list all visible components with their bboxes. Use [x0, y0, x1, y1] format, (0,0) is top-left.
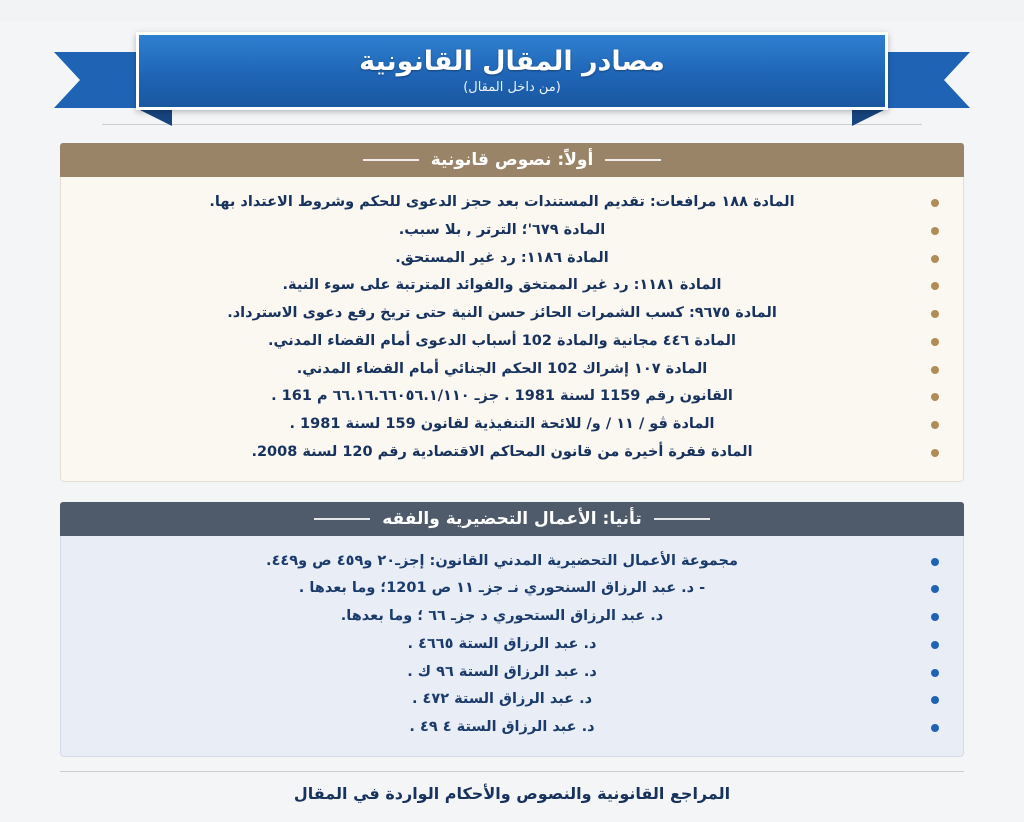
section-one-title: أولاً: نصوص قانونية: [430, 150, 594, 170]
header-dash-left: [314, 518, 370, 520]
bullet-icon: [931, 366, 939, 374]
bullet-icon: [931, 227, 939, 235]
section-preparatory-works: [60, 502, 964, 757]
list-item: [79, 383, 945, 411]
list-item: [79, 189, 945, 217]
bullet-icon: [931, 724, 939, 732]
list-item-text: المادة فقرة أخيرة من قانون المحاكم الاقتصادية رقم 120 لسنة 2008.: [251, 443, 753, 460]
list-item-text: المادة ١٨٨ مرافعات: تقديم المستندات بعد حجز الدعوى للحكم وشروط الاعتداد بها.: [209, 194, 795, 210]
bullet-icon: [931, 641, 939, 649]
list-item-text: القانون رقم 1159 لسنة 1981 . جزـ ٦٦.١٦.٦٦٠٥٦.١/١١٠ م 161 .: [271, 388, 733, 405]
list-item-text: المادة ١١٨٦: رد غير المستحق.: [395, 249, 609, 266]
header-dash-right: [654, 518, 710, 520]
banner-plate: [136, 32, 888, 110]
section-legal-texts: [60, 143, 964, 482]
footer: [60, 771, 964, 803]
list-item: [79, 659, 945, 687]
bullet-icon: [931, 282, 939, 290]
list-item-text: د. عبد الرزاق الستة ٤٦٦٥ .: [407, 635, 597, 652]
list-item-text: المادة ٦٧٩'؛ الترتر , بلا سبب.: [398, 221, 606, 238]
list-item: [79, 356, 945, 384]
bullet-icon: [931, 696, 939, 704]
header-dash-right: [605, 159, 661, 161]
list-item: [79, 439, 945, 467]
bullet-icon: [931, 255, 939, 263]
list-item-text: د. عبد الرزاق الستحوري د جزـ ٦٦ ؛ وما بعدها.: [340, 608, 664, 624]
bullet-icon: [931, 585, 939, 593]
bullet-icon: [931, 669, 939, 677]
section-two-title: تأنيا: الأعمال التحضيرية والفقه: [382, 508, 642, 529]
list-item: [79, 603, 945, 631]
list-item: [79, 548, 945, 576]
bullet-icon: [931, 613, 939, 621]
list-item: [79, 575, 945, 603]
bullet-icon: [931, 421, 939, 429]
list-item-text: المادة ٩٦٧٥: كسب الشمرات الحائز حسن النية حتى تريخ رفع دعوى الاسترداد.: [227, 305, 777, 321]
list-item: [79, 714, 945, 742]
section-one-list: [79, 189, 945, 467]
list-item-text: د. عبد الرزاق الستة ٩٦ ك .: [407, 663, 597, 680]
list-item-text: مجموعة الأعمال التحضيرية المدني القانون: إجزـ٢٠ و٤٥٩ ص و٤٤٩.: [266, 552, 738, 569]
list-item: [79, 631, 945, 659]
list-item-text: د. عبد الرزاق الستة ٤ ٤٩ .: [409, 719, 595, 735]
header-banner: [40, 22, 984, 118]
section-one-header: [60, 143, 964, 177]
bullet-icon: [931, 338, 939, 346]
bullet-icon: [931, 558, 939, 566]
footer-text: المراجع القانونية والنصوص والأحكام الواردة في المقال: [293, 783, 731, 803]
section-one-body: [60, 177, 964, 482]
infographic-page: [0, 22, 1024, 822]
list-item: [79, 411, 945, 439]
section-two-header: [60, 502, 964, 536]
bullet-icon: [931, 310, 939, 318]
header-divider: [102, 124, 922, 125]
list-item: [79, 300, 945, 328]
list-item-text: المادة ١٠٧ إشراك 102 الحكم الجنائي أمام القضاء المدني.: [296, 360, 708, 377]
list-item: [79, 217, 945, 245]
list-item-text: - د. عبد الرزاق السنحوري نـ جزـ ١١ ص 1201؛ وما بعدها .: [298, 580, 706, 597]
bullet-icon: [931, 199, 939, 207]
list-item: [79, 328, 945, 356]
list-item: [79, 245, 945, 273]
bullet-icon: [931, 449, 939, 457]
section-two-list: [79, 548, 945, 742]
list-item-text: المادة ٤٤٦ مجانية والمادة 102 أسباب الدعوى أمام القضاء المدني.: [268, 332, 736, 349]
list-item: [79, 686, 945, 714]
bullet-icon: [931, 393, 939, 401]
list-item-text: د. عبد الرزاق الستة ٤٧٢ .: [411, 691, 593, 708]
list-item-text: المادة ڤو / ١١ / و/ للائحة التنفيذية لقانون 159 لسنة 1981 .: [289, 416, 715, 432]
list-item-text: المادة ١١٨١: رد غير الممتخق والفوائد المترتبة على سوء النية.: [282, 277, 722, 294]
page-subtitle: (من داخل المقال): [463, 80, 561, 96]
page-title: مصادر المقال القانونية: [359, 45, 665, 77]
header-dash-left: [363, 159, 419, 161]
list-item: [79, 272, 945, 300]
section-two-body: [60, 536, 964, 757]
